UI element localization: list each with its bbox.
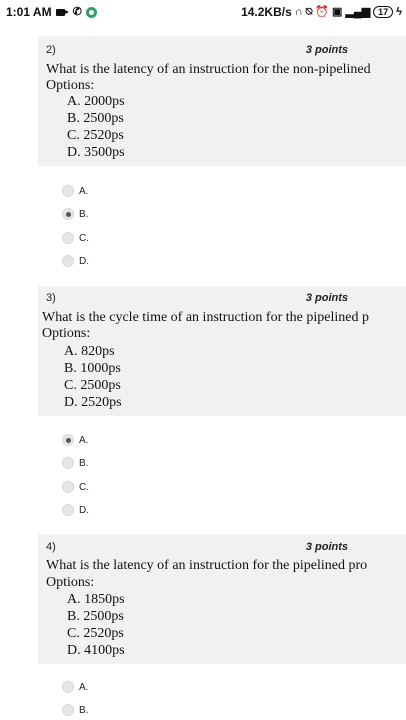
option-text: C. 2520ps bbox=[67, 128, 124, 143]
radio-option-b[interactable]: B. bbox=[62, 704, 88, 716]
option-text: A. 2000ps bbox=[67, 94, 125, 109]
options-heading: Options: bbox=[46, 78, 95, 93]
question-points: 3 points bbox=[305, 44, 348, 56]
battery-icon: 17 bbox=[373, 6, 393, 18]
radio-option-d[interactable]: D. bbox=[62, 504, 89, 516]
question-text: What is the latency of an instruction for the pipelined pro bbox=[46, 558, 368, 573]
options-heading: Options: bbox=[42, 326, 91, 341]
radio-button[interactable] bbox=[62, 481, 74, 493]
option-text: D. 2520ps bbox=[64, 395, 122, 410]
question-points: 3 points bbox=[305, 292, 348, 304]
option-text: A. 1850ps bbox=[67, 592, 125, 607]
option-text: B. 1000ps bbox=[64, 361, 121, 376]
status-bar bbox=[0, 0, 406, 24]
whatsapp-icon bbox=[86, 7, 97, 18]
radio-option-c[interactable]: C. bbox=[62, 232, 89, 244]
radio-button[interactable] bbox=[62, 504, 74, 516]
question-number: 3) bbox=[46, 292, 56, 304]
radio-option-c[interactable]: C. bbox=[62, 481, 89, 493]
signal-icon: ▂▄▆ bbox=[345, 6, 371, 18]
radio-button[interactable] bbox=[62, 434, 74, 446]
radio-button[interactable] bbox=[62, 681, 74, 693]
alarm-icon: ⏰ bbox=[315, 6, 330, 18]
radio-option-d[interactable]: D. bbox=[62, 255, 89, 267]
question-text: What is the cycle time of an instruction for the pipelined p bbox=[42, 310, 369, 325]
radio-button[interactable] bbox=[62, 208, 74, 220]
radio-button[interactable] bbox=[62, 704, 74, 716]
radio-option-b[interactable]: B. bbox=[62, 457, 88, 469]
radio-button[interactable] bbox=[62, 232, 74, 244]
headphones-icon: ∩ bbox=[294, 6, 303, 18]
phone-icon: ✆ bbox=[72, 6, 82, 18]
option-text: D. 3500ps bbox=[67, 145, 125, 160]
radio-button[interactable] bbox=[62, 185, 74, 197]
video-camera-icon bbox=[56, 9, 65, 16]
volte-icon: ▣ bbox=[332, 6, 343, 18]
clock: 1:01 AM bbox=[6, 5, 52, 19]
radio-option-a[interactable]: A. bbox=[62, 185, 88, 197]
charging-icon: ϟ bbox=[396, 6, 402, 18]
option-text: B. 2500ps bbox=[67, 609, 124, 624]
option-text: C. 2500ps bbox=[64, 378, 121, 393]
question-number: 2) bbox=[46, 44, 56, 56]
option-text: B. 2500ps bbox=[67, 111, 124, 126]
radio-option-a[interactable]: A. bbox=[62, 681, 88, 693]
network-speed: 14.2KB/s bbox=[241, 5, 292, 19]
option-text: D. 4100ps bbox=[67, 643, 125, 658]
radio-button[interactable] bbox=[62, 457, 74, 469]
question-points: 3 points bbox=[305, 541, 348, 553]
radio-button[interactable] bbox=[62, 255, 74, 267]
options-heading: Options: bbox=[46, 575, 95, 590]
option-text: A. 820ps bbox=[64, 344, 115, 359]
question-number: 4) bbox=[46, 541, 56, 553]
mute-bell-icon: ⍉ bbox=[305, 6, 313, 18]
radio-option-b[interactable]: B. bbox=[62, 208, 88, 220]
radio-option-a[interactable]: A. bbox=[62, 434, 88, 446]
question-text: What is the latency of an instruction for the non-pipelined bbox=[46, 62, 371, 77]
option-text: C. 2520ps bbox=[67, 626, 124, 641]
